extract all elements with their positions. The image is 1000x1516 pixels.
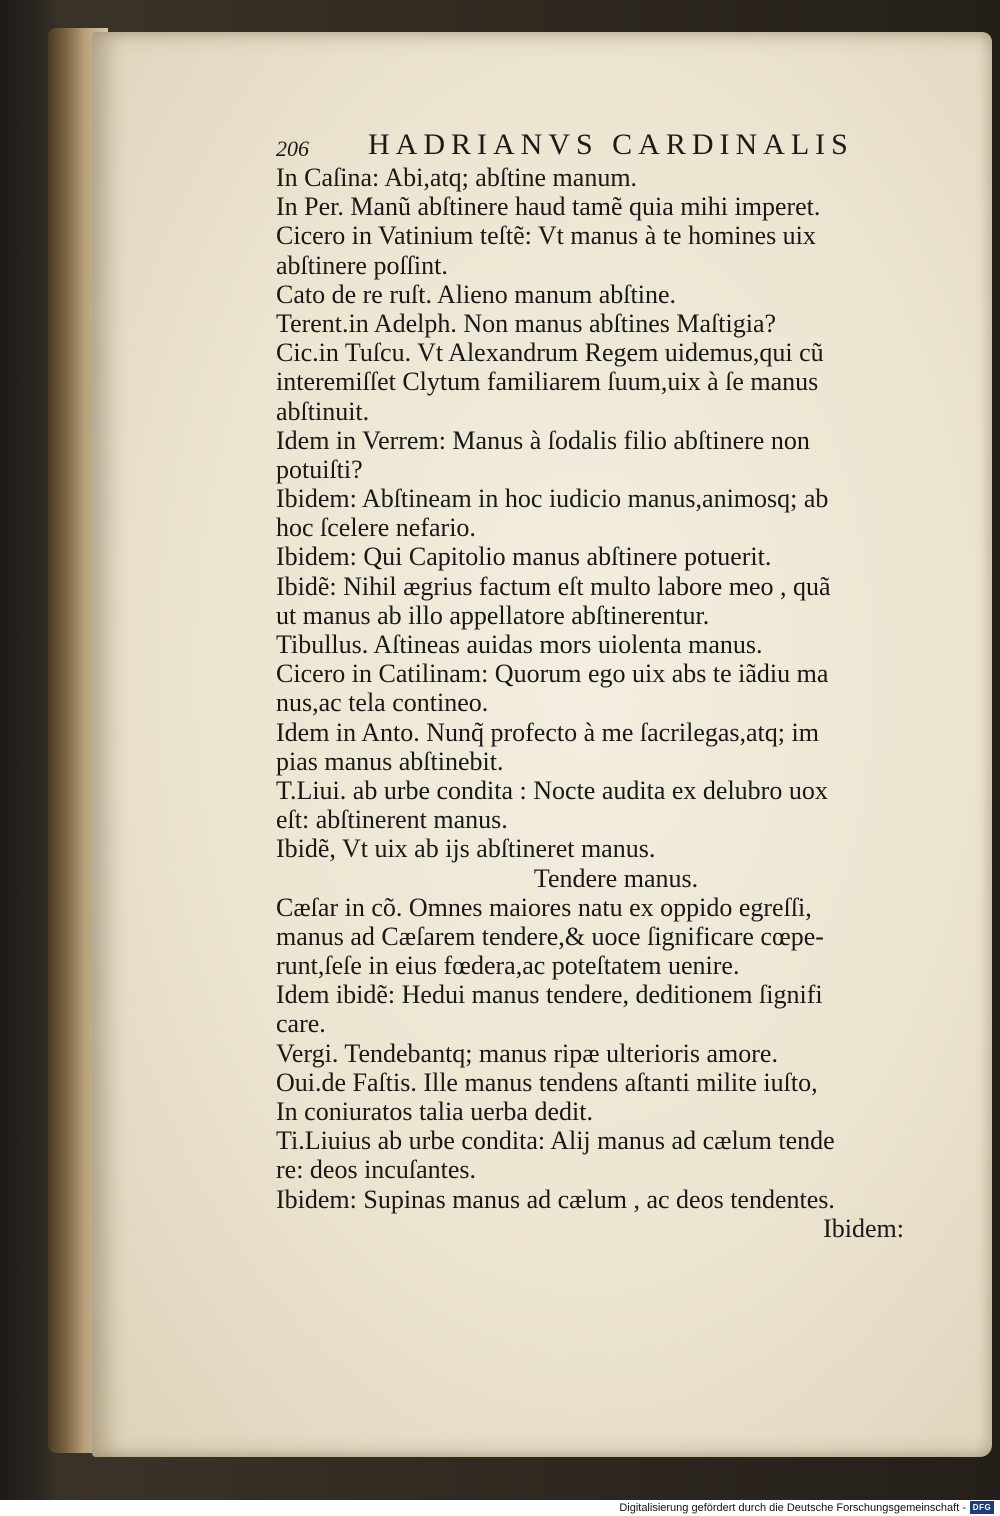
text-line: hoc ſcelere nefario. <box>276 513 476 543</box>
text-line: In Caſina: Abi,atq; abſtine manum. <box>276 163 638 192</box>
text-line: Ibidẽ, Vt uix ab ijs abſtineret manus. <box>276 834 656 864</box>
page-header <box>276 128 876 168</box>
text-line: potuiſti? <box>276 454 363 484</box>
text-line: Cic.in Tuſcu. Vt Alexandrum Regem uidemus,qui cũ <box>276 338 824 368</box>
text-line: pias manus abſtinebit. <box>276 746 504 776</box>
funding-credit: Digitalisierung gefördert durch die Deutsche Forschungsgemeinschaft - <box>619 1502 966 1514</box>
text-line: In coniuratos talia uerba dedit. <box>276 1097 593 1126</box>
text-line: Tibullus. Aſtineas auidas mors uiolenta manus. <box>276 630 763 659</box>
text-line: Ibidem: Qui Capitolio manus abſtinere potuerit. <box>276 542 772 572</box>
running-head: HADRIANVS CARDINALIS <box>368 128 854 161</box>
text-line: In Per. Manũ abſtinere haud tamẽ quia mihi imperet. <box>276 192 821 222</box>
text-line: runt,ſeſe in eius fœdera,ac poteſtatem uenire. <box>276 951 740 981</box>
text-line: Cicero in Catilinam: Quorum ego uix abs te iãdiu ma <box>276 659 829 689</box>
dfg-logo: DFG <box>970 1501 994 1514</box>
text-line: nus,ac tela contineo. <box>276 688 489 718</box>
text-line: interemiſſet Clytum familiarem ſuum,uix à ſe manus <box>276 367 819 397</box>
text-line: abſtinuit. <box>276 396 370 426</box>
text-line: manus ad Cæſarem tendere,& uoce ſignificare cœpe- <box>276 921 824 951</box>
text-block <box>276 163 916 1243</box>
text-line: T.Liui. ab urbe condita : Nocte audita ex delubro uox <box>276 775 828 805</box>
page-number: 206 <box>276 136 309 161</box>
text-line: Ibidem: Supinas manus ad cælum , ac deos tendentes. <box>276 1184 835 1214</box>
text-line: Idem ibidẽ: Hedui manus tendere, deditionem ſignifi <box>276 980 823 1010</box>
text-line: care. <box>276 1009 326 1039</box>
text-line: Ibidẽ: Nihil ægrius factum eſt multo labore meo , quã <box>276 571 831 601</box>
text-line: abſtinere poſſint. <box>276 250 448 280</box>
text-line: re: deos incuſantes. <box>276 1155 476 1185</box>
text-line: Cicero in Vatinium teſtẽ: Vt manus à te homines uix <box>276 221 816 251</box>
text-line: Ibidem: Abſtineam in hoc iudicio manus,animosq; ab <box>276 484 829 514</box>
text-line: Terent.in Adelph. Non manus abſtines Maſtigia? <box>276 308 777 338</box>
text-line: Cæſar in cõ. Omnes maiores natu ex oppido egreſſi, <box>276 892 812 922</box>
text-line: Cato de re ruſt. Alieno manum abſtine. <box>276 279 677 309</box>
text-line: Idem in Anto. Nunq̃ profecto à me ſacrilegas,atq; im <box>276 717 819 747</box>
text-line: eſt: abſtinerent manus. <box>276 805 508 835</box>
section-heading: Tendere manus. <box>533 863 699 893</box>
text-line: Ti.Liuius ab urbe condita: Alij manus ad cælum tende <box>276 1126 835 1156</box>
text-line: Vergi. Tendebantq; manus ripæ ulterioris amore. <box>276 1038 778 1068</box>
text-line: Idem in Verrem: Manus à ſodalis filio abſtinere non <box>276 425 810 455</box>
catchword: Ibidem: <box>823 1213 904 1243</box>
text-line: ut manus ab illo appellatore abſtinerentur. <box>276 600 710 630</box>
text-line: Oui.de Faſtis. Ille manus tendens aſtanti milite iuſto, <box>276 1067 818 1097</box>
